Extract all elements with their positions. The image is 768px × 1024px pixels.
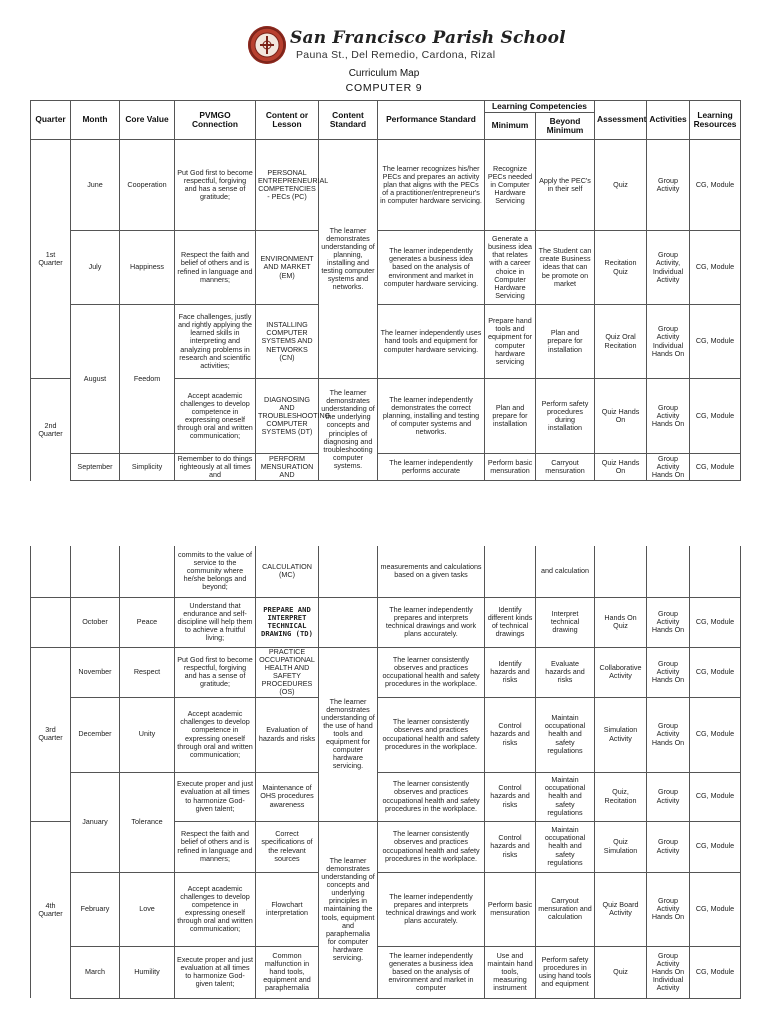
pvmgo-cell: Execute proper and just evaluation at all times to harmonize God-given talent; (175, 946, 256, 998)
resources-cell: CG, Module (690, 697, 741, 772)
assessment-cell: Quiz (595, 946, 647, 998)
minimum-cell (485, 546, 536, 597)
table-row (31, 231, 741, 305)
school-address: Pauna St., Del Remedio, Cardona, Rizal (296, 49, 496, 61)
assessment-cell (595, 546, 647, 597)
activities-cell: Group Activity Hands On (647, 647, 690, 697)
content-cell: ENVIRONMENT AND MARKET (EM) (256, 231, 319, 305)
quarter-cell: 2nd Quarter (31, 379, 71, 481)
assessment-cell: Quiz Oral Recitation (595, 305, 647, 379)
content-cell: PERSONAL ENTREPRENEURIAL COMPETENCIES - PECs (PC) (256, 140, 319, 231)
resources-cell: CG, Module (690, 872, 741, 946)
minimum-cell: Control hazards and risks (485, 697, 536, 772)
beyond-cell: Carryout mensuration and calculation (536, 872, 595, 946)
content-standard-cell (319, 597, 378, 647)
month-cell (71, 546, 120, 597)
activities-cell: Group Activity (647, 140, 690, 231)
pvmgo-cell: Put God first to become respectful, forgiving and has a sense of gratitude; (175, 647, 256, 697)
pvmgo-cell: Face challenges, justly and rightly applying the learned skills in interpreting and analyzing problems in research and scientific activities; (175, 305, 256, 379)
minimum-cell: Prepare hand tools and equipment for computer hardware servicing (485, 305, 536, 379)
resources-cell (690, 546, 741, 597)
activities-cell: Group Activity (647, 821, 690, 872)
col-assessment: Assessment (595, 101, 647, 140)
content-standard-cell: The learner demonstrates understanding of the use of hand tools and equipment for computer hardware servicing. (319, 647, 378, 821)
resources-cell: CG, Module (690, 305, 741, 379)
minimum-cell: Generate a business idea that relates with a career choice in Computer Hardware Servicing (485, 231, 536, 305)
quarter-cell: 1st Quarter (31, 140, 71, 379)
content-cell: Correct specifications of the relevant sources (256, 821, 319, 872)
resources-cell: CG, Module (690, 647, 741, 697)
pvmgo-cell: Understand that endurance and self-discipline will help them to achieve a fruitful living; (175, 597, 256, 647)
quarter-cell (31, 546, 71, 597)
col-learning-competencies: Learning Competencies (485, 101, 595, 113)
core-value-cell: Peace (120, 597, 175, 647)
col-month: Month (71, 101, 120, 140)
table-row (31, 697, 741, 772)
assessment-cell: Quiz Hands On (595, 454, 647, 481)
content-cell: CALCULATION (MC) (256, 546, 319, 597)
minimum-cell: Recognize PECs needed in Computer Hardware Servicing (485, 140, 536, 231)
pvmgo-cell: Execute proper and just evaluation at all times to harmonize God-given talent; (175, 772, 256, 821)
beyond-cell: Evaluate hazards and risks (536, 647, 595, 697)
school-name: San Francisco Parish School (290, 28, 566, 48)
beyond-cell: Apply the PEC's in their self (536, 140, 595, 231)
beyond-cell: and calculation (536, 546, 595, 597)
beyond-cell: Interpret technical drawing (536, 597, 595, 647)
performance-cell: The learner independently performs accurate (378, 454, 485, 481)
minimum-cell: Perform basic mensuration (485, 454, 536, 481)
content-standard-cell (319, 546, 378, 597)
month-cell: July (71, 231, 120, 305)
core-value-cell: Happiness (120, 231, 175, 305)
quarter-cell: 4th Quarter (31, 821, 71, 998)
pvmgo-cell: Accept academic challenges to develop competence in expressing oneself through oral and written communication; (175, 872, 256, 946)
col-content-standard: Content Standard (319, 101, 378, 140)
minimum-cell: Perform basic mensuration (485, 872, 536, 946)
core-value-cell: Cooperation (120, 140, 175, 231)
resources-cell: CG, Module (690, 140, 741, 231)
col-content: Content or Lesson (256, 101, 319, 140)
month-cell: December (71, 697, 120, 772)
beyond-cell: The Student can create Business ideas that can be promote on market (536, 231, 595, 305)
minimum-cell: Identify hazards and risks (485, 647, 536, 697)
resources-cell: CG, Module (690, 946, 741, 998)
content-standard-cell: The learner demonstrates understanding of the underlying concepts and principles of diagnosing and troubleshooting computer systems. (319, 379, 378, 481)
curriculum-table-page-2 (30, 546, 741, 999)
pvmgo-cell: Put God first to become respectful, forgiving and has a sense of gratitude; (175, 140, 256, 231)
resources-cell: CG, Module (690, 772, 741, 821)
performance-cell: The learner recognizes his/her PECs and prepares an activity plan that aligns with the PECs of a practitioner/entrepreneur's in computer hardware servicing. (378, 140, 485, 231)
table-row (31, 647, 741, 697)
col-learning-resources: Learning Resources (690, 101, 741, 140)
assessment-cell: Collaborative Activity (595, 647, 647, 697)
month-cell: October (71, 597, 120, 647)
content-cell: PERFORM MENSURATION AND (256, 454, 319, 481)
col-core-value: Core Value (120, 101, 175, 140)
curriculum-table-page-1 (30, 100, 741, 481)
assessment-cell: Hands On Quiz (595, 597, 647, 647)
assessment-cell: Quiz Simulation (595, 821, 647, 872)
content-cell: Common malfunction in hand tools, equipment and paraphernalia (256, 946, 319, 998)
resources-cell: CG, Module (690, 821, 741, 872)
activities-cell (647, 546, 690, 597)
content-cell: Maintenance of OHS procedures awareness (256, 772, 319, 821)
assessment-cell: Quiz (595, 140, 647, 231)
resources-cell: CG, Module (690, 597, 741, 647)
col-minimum: Minimum (485, 113, 536, 140)
month-cell: September (71, 454, 120, 481)
core-value-cell: Humility (120, 946, 175, 998)
resources-cell: CG, Module (690, 454, 741, 481)
col-activities: Activities (647, 101, 690, 140)
performance-cell: The learner consistently observes and practices occupational health and safety procedures in the workplace. (378, 821, 485, 872)
quarter-cell (31, 597, 71, 647)
minimum-cell: Identify different kinds of technical drawings (485, 597, 536, 647)
col-quarter: Quarter (31, 101, 71, 140)
month-cell: August (71, 305, 120, 454)
col-beyond-minimum: Beyond Minimum (536, 113, 595, 140)
pvmgo-cell: Accept academic challenges to develop competence in expressing oneself through oral and written communication; (175, 379, 256, 454)
activities-cell: Group Activity Hands On (647, 872, 690, 946)
beyond-cell: Plan and prepare for installation (536, 305, 595, 379)
beyond-cell: Maintain occupational health and safety regulations (536, 772, 595, 821)
activities-cell: Group Activity Individual Hands On (647, 305, 690, 379)
performance-cell: The learner independently prepares and interprets technical drawings and work plans accurately. (378, 597, 485, 647)
performance-cell: The learner independently generates a business idea based on the analysis of environment and market in computer hardware servicing. (378, 231, 485, 305)
minimum-cell: Plan and prepare for installation (485, 379, 536, 454)
resources-cell: CG, Module (690, 231, 741, 305)
col-performance-standard: Performance Standard (378, 101, 485, 140)
performance-cell: The learner independently prepares and interprets technical drawings and work plans accurately. (378, 872, 485, 946)
content-cell: Evaluation of hazards and risks (256, 697, 319, 772)
table-row (31, 597, 741, 647)
assessment-cell: Quiz, Recitation (595, 772, 647, 821)
activities-cell: Group Activity Hands On (647, 597, 690, 647)
assessment-cell: Simulation Activity (595, 697, 647, 772)
performance-cell: The learner consistently observes and practices occupational health and safety procedures in the workplace. (378, 772, 485, 821)
core-value-cell: Feedom (120, 305, 175, 454)
core-value-cell: Respect (120, 647, 175, 697)
pvmgo-cell: Respect the faith and belief of others and is refined in language and manners; (175, 231, 256, 305)
performance-cell: measurements and calculations based on a given tasks (378, 546, 485, 597)
beyond-cell: Maintain occupational health and safety regulations (536, 821, 595, 872)
beyond-cell: Carryout mensuration (536, 454, 595, 481)
content-cell: INSTALLING COMPUTER SYSTEMS AND NETWORKS (CN) (256, 305, 319, 379)
table-row (31, 946, 741, 998)
assessment-cell: Quiz Board Activity (595, 872, 647, 946)
resources-cell: CG, Module (690, 379, 741, 454)
minimum-cell: Control hazards and risks (485, 772, 536, 821)
activities-cell: Group Activity, Individual Activity (647, 231, 690, 305)
table-row (31, 454, 741, 481)
performance-cell: The learner independently generates a business idea based on the analysis of environment and market in computer (378, 946, 485, 998)
activities-cell: Group Activity Hands On Individual Activity (647, 946, 690, 998)
table-row (31, 140, 741, 231)
beyond-cell: Perform safety procedures in using hand tools and equipment (536, 946, 595, 998)
month-cell: February (71, 872, 120, 946)
pvmgo-cell: Respect the faith and belief of others and is refined in language and manners; (175, 821, 256, 872)
activities-cell: Group Activity Hands On (647, 697, 690, 772)
performance-cell: The learner consistently observes and practices occupational health and safety procedures in the workplace. (378, 697, 485, 772)
school-logo (248, 26, 286, 64)
performance-cell: The learner consistently observes and practices occupational health and safety procedures in the workplace. (378, 647, 485, 697)
col-pvmgo: PVMGO Connection (175, 101, 256, 140)
document-subtitle: COMPUTER 9 (345, 82, 423, 94)
pvmgo-cell: Accept academic challenges to develop competence in expressing oneself through oral and written communication; (175, 697, 256, 772)
month-cell: June (71, 140, 120, 231)
pvmgo-cell: commits to the value of service to the community where he/she belongs and beyond; (175, 546, 256, 597)
document-title: Curriculum Map (348, 68, 420, 79)
activities-cell: Group Activity (647, 772, 690, 821)
core-value-cell: Tolerance (120, 772, 175, 872)
beyond-cell: Maintain occupational health and safety regulations (536, 697, 595, 772)
activities-cell: Group Activity Hands On (647, 379, 690, 454)
assessment-cell: Quiz Hands On (595, 379, 647, 454)
minimum-cell: Control hazards and risks (485, 821, 536, 872)
beyond-cell: Perform safety procedures during installation (536, 379, 595, 454)
core-value-cell: Love (120, 872, 175, 946)
activities-cell: Group Activity Hands On (647, 454, 690, 481)
table-row (31, 546, 741, 597)
performance-cell: The learner independently demonstrates the correct planning, installing and testing of computer systems and networks. (378, 379, 485, 454)
month-cell: March (71, 946, 120, 998)
pvmgo-cell: Remember to do things righteously at all times and (175, 454, 256, 481)
quarter-cell: 3rd Quarter (31, 647, 71, 821)
month-cell: January (71, 772, 120, 872)
assessment-cell: Recitation Quiz (595, 231, 647, 305)
core-value-cell (120, 546, 175, 597)
month-cell: November (71, 647, 120, 697)
table-row (31, 872, 741, 946)
table-row (31, 305, 741, 379)
content-cell: PRACTICE OCCUPATIONAL HEALTH AND SAFETY PROCEDURES (OS) (256, 647, 319, 697)
content-standard-cell: The learner demonstrates understanding of planning, installing and testing computer systems and networks. (319, 140, 378, 379)
content-standard-cell: The learner demonstrates understanding of concepts and underlying principles in maintaining the tools, equipment and paraphernalia for computer hardware servicing. (319, 821, 378, 998)
minimum-cell: Use and maintain hand tools, measuring instrument (485, 946, 536, 998)
content-cell: PREPARE AND INTERPRET TECHNICAL DRAWING (TD) (256, 597, 319, 647)
core-value-cell: Simplicity (120, 454, 175, 481)
content-cell: Flowchart interpretation (256, 872, 319, 946)
content-cell: DIAGNOSING AND TROUBLESHOOTING COMPUTER SYSTEMS (DT) (256, 379, 319, 454)
core-value-cell: Unity (120, 697, 175, 772)
table-row (31, 772, 741, 821)
performance-cell: The learner independently uses hand tools and equipment for computer hardware servicing. (378, 305, 485, 379)
